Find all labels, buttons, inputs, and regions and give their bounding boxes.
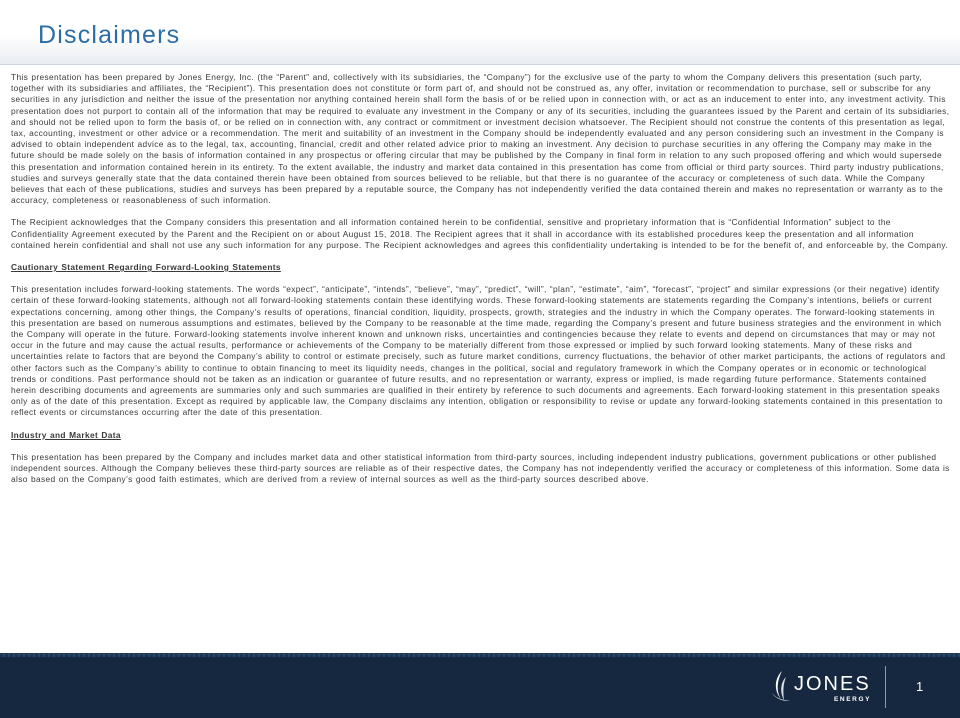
- paragraph-market-data: This presentation has been prepared by the Company and includes market data and other statistical information from third-party sources, including independent industry publications, government publications or other published independent sources. Although the Company believes these third-party sources are reliable as of their respective dates, the Company has not independently verified the accuracy or completeness of this information. Some data is also based on the Company’s good faith estimates, which are derived from a review of internal sources as well as the third-party sources described above.: [11, 451, 950, 485]
- paragraph-general: This presentation has been prepared by Jones Energy, Inc. (the “Parent” and, collectively with its subsidiaries, the “Company”) for the exclusive use of the party to whom the Company delivers this presentation (such party, together with its subsidiaries and affiliates, the “Recipient”). This presentation does not constitute or form part of, and should not be construed as, any offer, invitation or recommendation to purchase, sell or subscribe for any securities in any jurisdiction and neither the issue of the presentation nor anything contained herein shall form the basis of or be relied upon in connection with, or act as an inducement to enter into, any investment activity. This presentation does not purport to contain all of the information that may be required to evaluate any investment in the Company or any of its securities, including the guarantees issued by the Parent and certain of its subsidiaries, and should not be relied upon to form the basis of, or be relied on in connection with, any contract or commitment or investment decision whatsoever. The Recipient should not construe the contents of this presentation as legal, tax, accounting, investment or other advice or a recommendation. The merit and suitability of an investment in the Company should be independently evaluated and any person considering such an investment in the Company is advised to obtain independent advice as to the legal, tax, accounting, financial, credit and other related advice prior to making an investment. Any decision to purchase securities in any offering the Company may make in the future should be made solely on the basis of information contained in any prospectus or offering circular that may be published by the Company in final form in relation to any such proposed offering and which would supersede this presentation and information contained herein in its entirety. To the extent available, the industry and market data contained in this presentation has come from official or third party sources. Third party industry publications, studies and surveys generally state that the data contained therein have been obtained from sources believed to be reliable, but that there is no guarantee of the accuracy or completeness of such data. While the Company believes that each of these publications, studies and surveys has been prepared by a reputable source, the Company has not independently verified the data contained therein and makes no representation or warranty as to the accuracy, completeness or reasonableness of such information.: [11, 72, 950, 206]
- paragraph-forward-looking: This presentation includes forward-looking statements. The words “expect”, “anticipate”, “intends”, “believe”, “may”, “predict”, “will”, “plan”, “estimate”, “aim”, “forecast”, “project” and similar expressions (or their negative) identify certain of these forward-looking statements, although not all forward-looking statements contain these identifying words. These forward-looking statements are statements regarding the Company’s intentions, beliefs or current expectations concerning, among other things, the Company’s results of operations, financial condition, liquidity, prospects, growth, strategies and the industry in which the Company operates. The forward-looking statements in this presentation are based on numerous assumptions and estimates, believed by the Company to be reasonable at the time made, regarding the Company’s present and future business strategies and the environment in which the Company will operate in the future. Forward-looking statements involve inherent known and unknown risks, uncertainties and contingencies because they relate to events and depend on circumstances that may or may not occur in the future and may cause the actual results, performance or achievements of the Company to be materially different from those expressed or implied by such forward looking statements. Many of these risks and uncertainties relate to factors that are beyond the Company’s ability to control or estimate precisely, such as future market conditions, currency fluctuations, the behavior of other market participants, the actions of regulators and other factors such as the Company’s ability to continue to obtain financing to meet its liquidity needs, changes in the political, social and regulatory framework in which the Company operates or in economic or technological trends or conditions. Past performance should not be taken as an indication or guarantee of future results, and no representation or warranty, express or implied, is made regarding future performance. Statements contained herein describing documents and agreements are summaries only and such summaries are qualified in their entirety by reference to such documents and agreements. Each forward-looking statement in this presentation speaks only as of the date of this presentation. Except as required by applicable law, the Company disclaims any intention, obligation or responsibility to revise or update any forward-looking statements contained in this presentation to reflect events or circumstances occurring after the date of this presentation.: [11, 284, 946, 418]
- footer-texture: [0, 653, 960, 657]
- heading-cautionary: Cautionary Statement Regarding Forward-Looking Statements: [11, 262, 281, 273]
- logo-subtitle: ENERGY: [834, 696, 872, 703]
- spacer: [11, 206, 951, 217]
- spacer: [11, 419, 951, 430]
- spacer: [11, 273, 951, 284]
- heading-industry: Industry and Market Data: [11, 429, 121, 440]
- logo-wordmark: JONES: [794, 673, 871, 695]
- spacer: [11, 441, 951, 452]
- company-logo: [768, 669, 878, 709]
- spacer: [11, 251, 951, 262]
- page-title: Disclaimers: [38, 21, 181, 49]
- paragraph-confidentiality: The Recipient acknowledges that the Company considers this presentation and all information contained herein to be confidential, sensitive and proprietary information that is “Confidential Information” subject to the Confidentiality Agreement executed by the Parent and the Recipient on or about August 15, 2018. The Recipient agrees that it shall in accordance with its established procedures keep the presentation and all information contained herein confidential and shall not use any such information for any purpose. The Recipient acknowledges and agrees this confidentiality undertaking is intended to be for the benefit of, and enforceable by, the Company.: [11, 217, 948, 250]
- footer-divider: [885, 666, 886, 708]
- jones-flame-icon: [768, 669, 794, 703]
- disclaimer-body: [11, 72, 951, 486]
- page-number: 1: [916, 679, 924, 694]
